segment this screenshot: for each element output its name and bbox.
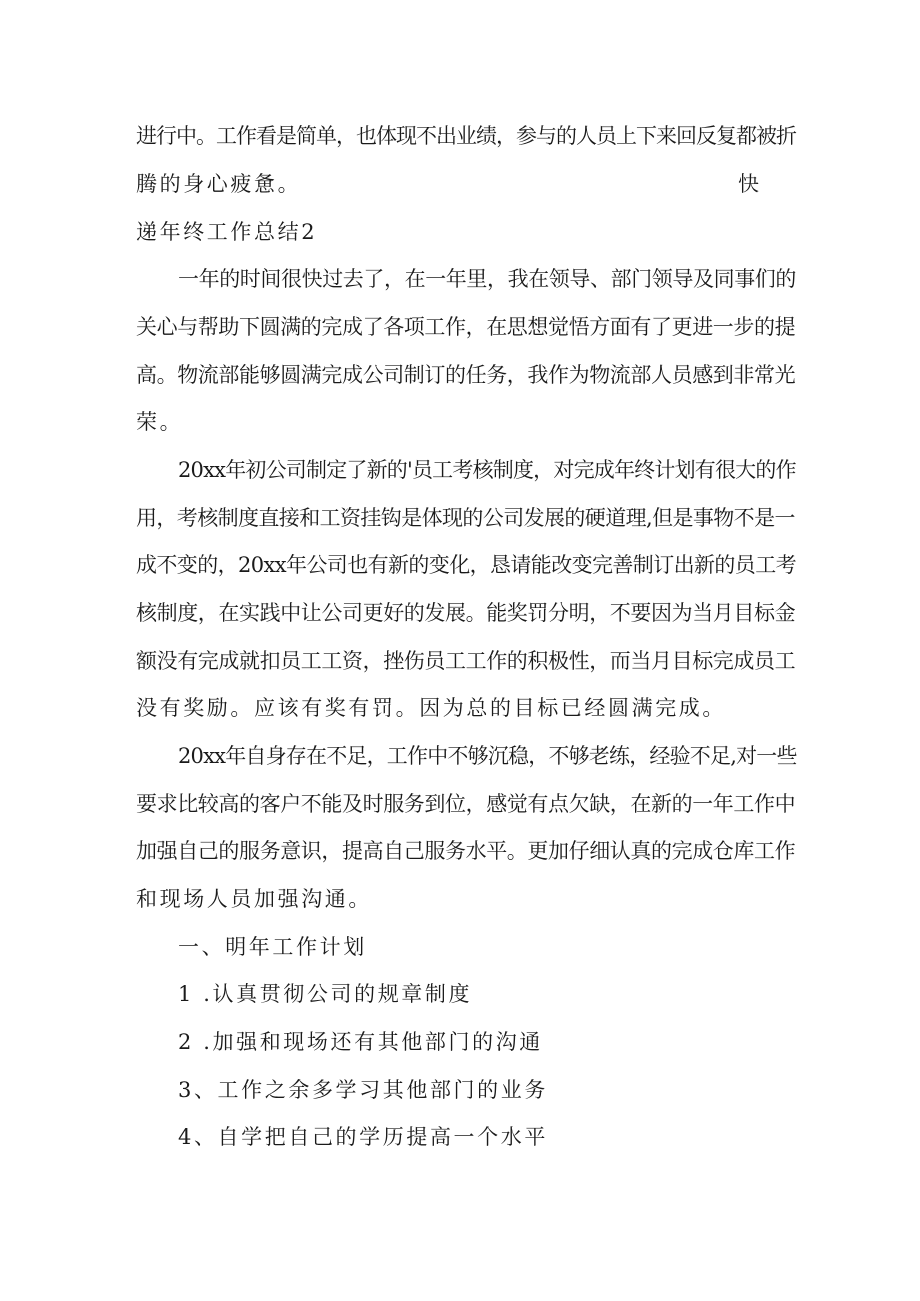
text-line: 一年的时间很快过去了，在一年里，我在领导、部门领导及同事们的 <box>178 267 796 291</box>
text-line: 20xx年初公司制定了新的'员工考核制度，对完成年终计划有很大的作 <box>178 458 796 482</box>
section-heading: 递年终工作总结2 <box>136 220 318 244</box>
text-line: 高。物流部能够圆满完成公司制订的任务，我作为物流部人员感到非常光 <box>136 363 796 387</box>
text-line: 进行中。工作看是简单，也体现不出业绩，参与的人员上下来回反复都被折 <box>136 124 796 148</box>
list-item: 3、工作之余多学习其他部门的业务 <box>178 1078 548 1102</box>
text-line: 加强自己的服务意识，提高自己服务水平。更加仔细认真的完成仓库工作 <box>136 839 796 863</box>
text-line: 荣。 <box>136 410 184 434</box>
text-line: 额没有完成就扣员工工资，挫伤员工工作的积极性，而当月目标完成员工 <box>136 649 796 673</box>
text-line: 快 <box>738 172 759 196</box>
text-line: 用，考核制度直接和工资挂钩是体现的公司发展的硬道理,但是事物不是一 <box>136 506 795 530</box>
list-item: 1 .认真贯彻公司的规章制度 <box>178 982 473 1006</box>
text-line: 腾的身心疲惫。 <box>136 172 302 196</box>
list-item: 2 .加强和现场还有其他部门的沟通 <box>178 1030 543 1054</box>
text-line: 要求比较高的客户不能及时服务到位，感觉有点欠缺，在新的一年工作中 <box>136 792 796 816</box>
text-line: 关心与帮助下圆满的完成了各项工作，在思想觉悟方面有了更进一步的提 <box>136 315 796 339</box>
list-heading: 一、明年工作计划 <box>178 935 367 959</box>
text-line: 核制度，在实践中让公司更好的发展。能奖罚分明，不要因为当月目标金 <box>136 601 796 625</box>
text-line: 成不变的，20xx年公司也有新的变化，恳请能改变完善制订出新的员工考 <box>136 553 797 577</box>
text-line: 和现场人员加强沟通。 <box>136 887 372 911</box>
list-item: 4、自学把自己的学历提高一个水平 <box>178 1125 548 1149</box>
text-line: 没有奖励。应该有奖有罚。因为总的目标已经圆满完成。 <box>136 696 726 720</box>
text-line: 20xx年自身存在不足，工作中不够沉稳，不够老练，经验不足,对一些 <box>178 744 797 768</box>
